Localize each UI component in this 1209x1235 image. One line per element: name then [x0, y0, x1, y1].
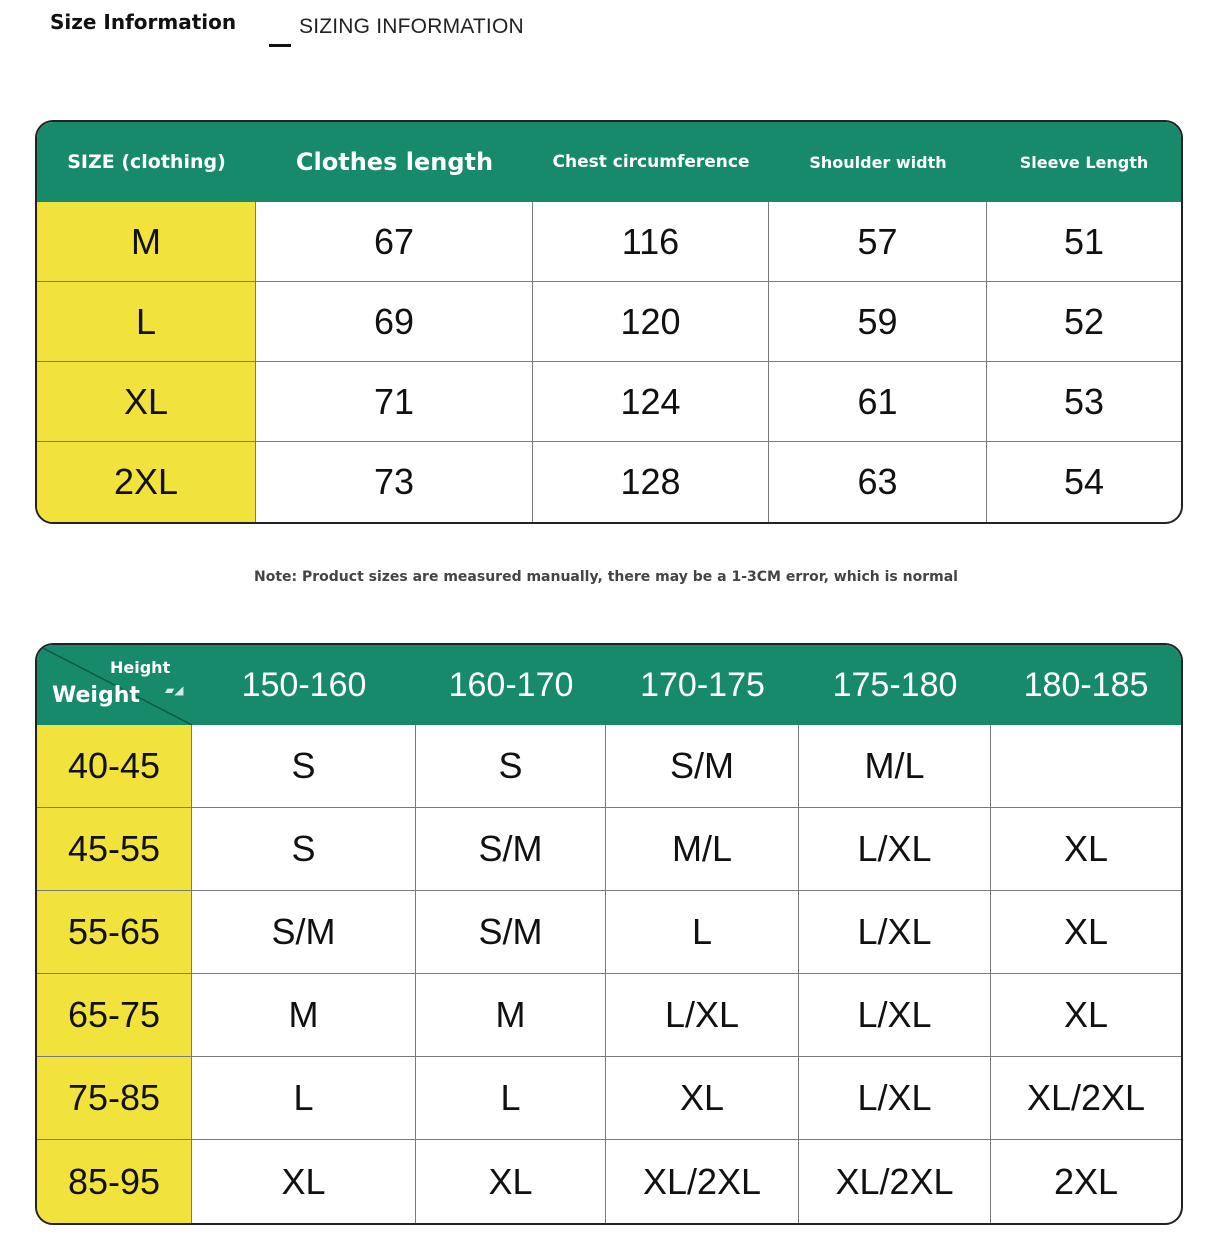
size-cell: XL [416, 1140, 606, 1223]
weight-label: 55-65 [37, 891, 192, 974]
sleeve-value: 53 [987, 362, 1181, 442]
table-row [37, 362, 1181, 442]
size-cell: 2XL [1053, 1160, 1119, 1202]
column-header-clothes-length: Clothes length [256, 122, 533, 202]
size-cell: M/L [606, 808, 799, 891]
table-row [37, 891, 1181, 974]
clothes-length-value: 69 [256, 282, 533, 362]
measurement-note: Note: Product sizes are measured manually, there may be a 1-3CM error, which is normal [254, 569, 958, 585]
size-cell: L [416, 1057, 606, 1140]
ruler-icon: ▰◢ [165, 683, 184, 697]
size-cell: XL/2XL [606, 1140, 799, 1223]
column-header-size: SIZE (clothing) [37, 122, 256, 202]
column-header-sleeve: Sleeve Length [987, 122, 1181, 202]
height-header: 150-160 [192, 645, 416, 725]
chest-value: 124 [533, 362, 769, 442]
clothes-length-value: 71 [256, 362, 533, 442]
table-row [37, 808, 1181, 891]
sleeve-value: 54 [1063, 461, 1105, 502]
table-row [37, 202, 1181, 282]
size-cell: XL/2XL [991, 1057, 1181, 1140]
size-cell: XL [991, 891, 1181, 974]
shoulder-value: 63 [769, 442, 987, 522]
height-header: 175-180 [799, 645, 991, 725]
size-cell: L/XL [799, 808, 991, 891]
weight-label: 40-45 [37, 725, 192, 808]
shoulder-value: 59 [769, 282, 987, 362]
size-cell: L/XL [606, 974, 799, 1057]
size-cell: XL [991, 974, 1181, 1057]
table-row [37, 725, 1181, 808]
table-row [37, 1057, 1181, 1140]
size-cell [991, 725, 1181, 808]
column-header-chest: Chest circumference [533, 122, 769, 202]
page-title: Size Information [50, 10, 237, 34]
sleeve-value: 51 [987, 202, 1181, 282]
fit-table-header [37, 645, 1181, 725]
fit-table [35, 643, 1183, 1225]
corner-weight-label: Weight [52, 683, 140, 708]
table-row [37, 442, 1181, 522]
size-cell: S/M [416, 808, 606, 891]
title-divider [269, 44, 291, 47]
size-cell: XL/2XL [799, 1140, 991, 1223]
table-row [37, 282, 1181, 362]
sleeve-value: 52 [987, 282, 1181, 362]
size-cell: S [416, 725, 606, 808]
size-cell: L/XL [799, 974, 991, 1057]
corner-height-label: Height [110, 658, 171, 677]
size-cell: L/XL [799, 1057, 991, 1140]
size-label: M [37, 202, 256, 282]
weight-label: 85-95 [37, 1140, 192, 1223]
height-header: 180-185 [991, 645, 1181, 725]
size-label: 2XL [37, 442, 256, 522]
table-row [37, 1140, 1181, 1223]
size-cell: XL [991, 808, 1181, 891]
column-header-shoulder: Shoulder width [769, 122, 987, 202]
size-cell: S/M [606, 725, 799, 808]
corner-header [37, 645, 192, 725]
size-cell: M [416, 974, 606, 1057]
size-cell: L [606, 891, 799, 974]
size-cell: XL [192, 1140, 416, 1223]
page-subtitle: SIZING INFORMATION [299, 15, 524, 38]
chest-value: 120 [533, 282, 769, 362]
chest-value: 116 [533, 202, 769, 282]
size-cell: S/M [192, 891, 416, 974]
size-label: L [37, 282, 256, 362]
clothes-length-value: 73 [256, 442, 533, 522]
size-table-header [37, 122, 1181, 202]
size-cell: S [192, 808, 416, 891]
weight-label: 75-85 [37, 1057, 192, 1140]
clothes-length-value: 67 [256, 202, 533, 282]
shoulder-value: 61 [769, 362, 987, 442]
weight-label: 65-75 [37, 974, 192, 1057]
size-table [35, 120, 1183, 524]
shoulder-value: 57 [769, 202, 987, 282]
size-cell: M/L [799, 725, 991, 808]
chest-value: 128 [533, 442, 769, 522]
height-header: 170-175 [606, 645, 799, 725]
size-cell: S/M [416, 891, 606, 974]
size-label: XL [37, 362, 256, 442]
height-header: 160-170 [416, 645, 606, 725]
size-cell: L/XL [799, 891, 991, 974]
table-row [37, 974, 1181, 1057]
size-cell: XL [606, 1057, 799, 1140]
size-cell: S [192, 725, 416, 808]
size-cell: M [192, 974, 416, 1057]
weight-label: 45-55 [37, 808, 192, 891]
size-cell: L [192, 1057, 416, 1140]
